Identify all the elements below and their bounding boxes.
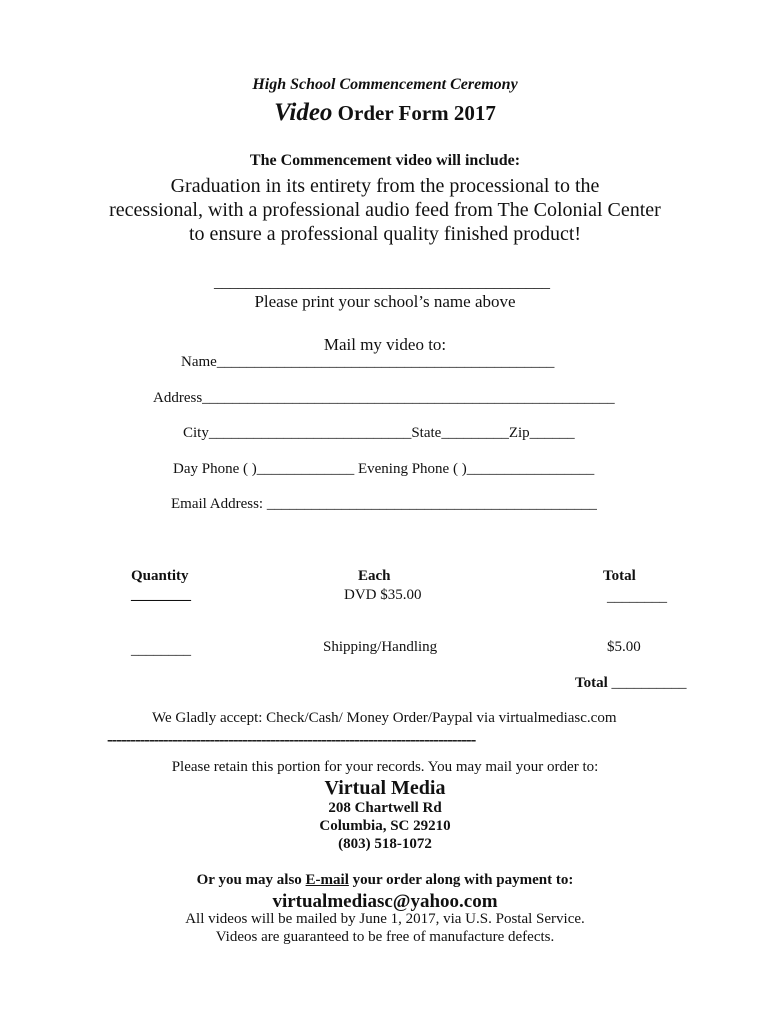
school-name-field[interactable]: __________________________________________: [214, 274, 550, 291]
dvd-total-field[interactable]: ________: [607, 589, 667, 605]
cut-line-divider: -------------------------------------------------------------------------------: [107, 730, 476, 749]
company-phone: (803) 518-1072: [338, 836, 432, 852]
shipping-label: Shipping/Handling: [323, 639, 438, 655]
address-field[interactable]: Address_______________________________________________________: [153, 390, 615, 406]
company-street: 208 Chartwell Rd: [328, 800, 442, 816]
company-email[interactable]: virtualmediasc@yahoo.com: [272, 891, 498, 912]
email-field[interactable]: Email Address: ____________________________________________: [171, 496, 597, 512]
form-subtitle: High School Commencement Ceremony: [252, 76, 518, 93]
each-header: Each: [358, 568, 391, 584]
total-header: Total: [603, 568, 636, 584]
title-video-word: Video: [274, 99, 333, 126]
payment-methods: We Gladly accept: Check/Cash/ Money Order/Paypal via virtualmediasc.com: [152, 710, 617, 726]
includes-description: [0, 174, 770, 246]
grand-total-row: [575, 675, 687, 692]
grand-total-label: Total: [575, 675, 608, 691]
mail-heading: Mail my video to:: [323, 335, 447, 354]
email-note-suffix: your order along with payment to:: [348, 872, 574, 888]
form-title: [0, 99, 770, 127]
grand-total-field[interactable]: __________: [607, 675, 687, 691]
shipping-price: $5.00: [607, 639, 641, 655]
dvd-price: DVD $35.00: [344, 587, 422, 603]
name-field[interactable]: Name_____________________________________________: [181, 354, 555, 370]
city-state-zip-field[interactable]: City___________________________State_________Zip______: [183, 425, 575, 441]
email-note-emphasis: E-mail: [305, 872, 349, 888]
includes-line: recessional, with a professional audio feed from The Colonial Center: [109, 199, 661, 221]
email-note-prefix: Or you may also: [196, 872, 306, 888]
shipping-quantity-field[interactable]: ________: [131, 642, 191, 658]
school-name-caption: Please print your school’s name above: [254, 292, 516, 311]
includes-line: to ensure a professional quality finished product!: [188, 223, 582, 245]
retain-note: Please retain this portion for your records. You may mail your order to:: [171, 759, 599, 775]
email-order-note: [0, 872, 770, 889]
phone-fields[interactable]: Day Phone ( )_____________ Evening Phone ( )_________________: [173, 461, 595, 477]
company-name: Virtual Media: [324, 777, 446, 799]
company-city: Columbia, SC 29210: [319, 818, 451, 834]
quantity-header: Quantity: [131, 568, 189, 584]
dvd-quantity-field[interactable]: ________: [131, 587, 191, 603]
includes-heading: The Commencement video will include:: [249, 152, 521, 169]
guarantee-note: Videos are guaranteed to be free of manufacture defects.: [215, 929, 555, 945]
includes-line: Graduation in its entirety from the processional to the: [170, 175, 600, 197]
mailing-date-note: All videos will be mailed by June 1, 2017, via U.S. Postal Service.: [185, 911, 585, 927]
title-rest: Order Form 2017: [332, 101, 496, 125]
